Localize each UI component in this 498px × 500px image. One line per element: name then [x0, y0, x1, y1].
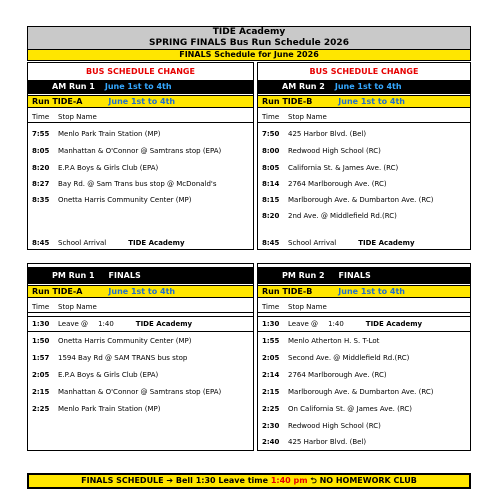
bus-schedule-change-label: BUS SCHEDULE CHANGE: [86, 67, 195, 76]
leave-row: [258, 316, 470, 332]
time-header: Time: [32, 303, 50, 311]
row-stop: Menlo Park Train Station (MP): [58, 405, 161, 413]
leave-label: Leave @: [58, 320, 89, 328]
row-stop: [58, 317, 192, 331]
row-time: 8:35: [32, 196, 50, 204]
row-time: 2:05: [32, 371, 50, 379]
row-stop: [58, 236, 185, 250]
run-label: PM Run 1: [52, 271, 95, 280]
arrival-label: School Arrival: [58, 239, 107, 247]
table-row: [258, 177, 470, 191]
row-time: 7:55: [32, 130, 50, 138]
row-stop: 425 Harbor Blvd. (Bel): [288, 438, 367, 446]
row-stop: 2764 Marlborough Ave. (RC): [288, 180, 387, 188]
pm-run-2-panel: [257, 263, 471, 451]
pm-run-1-bar: [28, 267, 253, 284]
table-row: [258, 161, 470, 175]
table-row: [258, 385, 470, 399]
table-row: [28, 144, 253, 158]
finals-schedule-banner: FINALS Schedule for June 2026: [27, 49, 471, 61]
row-stop: On California St. @ James Ave. (RC): [288, 405, 412, 413]
tide-b-bar: [258, 95, 470, 108]
run-dates: June 1st to 4th: [104, 82, 172, 91]
tide-a-bar: [28, 95, 253, 108]
tide-label: Run TIDE-B: [262, 97, 313, 106]
row-time: 1:50: [32, 337, 50, 345]
tide-dates: June 1st to 4th: [108, 287, 176, 296]
row-stop: Menlo Park Train Station (MP): [58, 130, 161, 138]
table-row: [28, 351, 253, 365]
row-time: 8:05: [32, 147, 50, 155]
run-label: PM Run 2: [282, 271, 325, 280]
table-row: [258, 193, 470, 207]
run-tag: FINALS: [108, 271, 141, 280]
run-dates: June 1st to 4th: [334, 82, 402, 91]
row-stop: Redwood High School (RC): [288, 147, 381, 155]
leave-school: TIDE Academy: [135, 320, 193, 328]
leave-at: 1:40: [328, 320, 344, 328]
row-stop: 425 Harbor Blvd. (Bel): [288, 130, 367, 138]
table-row: [258, 419, 470, 433]
am-run-2-bar: [258, 80, 470, 94]
stop-header: Stop Name: [58, 303, 97, 311]
row-time: 1:57: [32, 354, 50, 362]
school-name: TIDE Academy: [212, 27, 286, 37]
run-label: AM Run 1: [52, 82, 95, 91]
finals-schedule-footer: [27, 473, 471, 489]
stop-header: Stop Name: [58, 113, 97, 121]
column-header: [28, 301, 253, 313]
tide-b-bar: [258, 285, 470, 298]
am-run-2-panel: [257, 62, 471, 250]
tide-dates: June 1st to 4th: [338, 287, 406, 296]
column-header: [258, 111, 470, 123]
table-row: [258, 351, 470, 365]
row-time: 8:27: [32, 180, 50, 188]
footer-leave-time: 1:40 pm: [270, 476, 308, 485]
table-row: [28, 193, 253, 207]
arrival-school: TIDE Academy: [128, 239, 185, 247]
row-time: 2:15: [32, 388, 50, 396]
row-time: 8:45: [262, 239, 280, 247]
row-stop: California St. & James Ave. (RC): [288, 164, 399, 172]
row-time: 2:30: [262, 422, 280, 430]
row-time: 2:15: [262, 388, 280, 396]
leave-row: [28, 316, 253, 332]
row-time: 2:05: [262, 354, 280, 362]
school-arrival-row: [258, 236, 470, 250]
leave-school: TIDE Academy: [365, 320, 423, 328]
leave-at: 1:40: [98, 320, 114, 328]
row-time: 2:40: [262, 438, 280, 446]
time-header: Time: [262, 113, 280, 121]
column-header: [28, 111, 253, 123]
leave-label: Leave @: [288, 320, 319, 328]
table-row: [28, 368, 253, 382]
row-time: 8:15: [262, 196, 280, 204]
row-stop: Manhattan & O'Connor @ Samtrans stop (EPA): [58, 147, 222, 155]
tide-label: Run TIDE-A: [32, 97, 83, 106]
row-time: 2:25: [32, 405, 50, 413]
row-stop: [288, 236, 415, 250]
row-stop: Marlborough Ave. & Dumbarton Ave. (RC): [288, 388, 434, 396]
footer-text-start: FINALS SCHEDULE ➔ Bell 1:30 Leave time: [81, 476, 271, 485]
pm-run-1-panel: [27, 263, 254, 451]
tide-dates: June 1st to 4th: [108, 97, 176, 106]
tide-a-bar: [28, 285, 253, 298]
tide-dates: June 1st to 4th: [338, 97, 406, 106]
row-stop: Manhattan & O'Connor @ Samtrans stop (EPA): [58, 388, 222, 396]
table-row: [258, 402, 470, 416]
arrival-label: School Arrival: [288, 239, 337, 247]
time-header: Time: [32, 113, 50, 121]
row-stop: 2764 Marlborough Ave. (RC): [288, 371, 387, 379]
row-stop: Second Ave. @ Middlefield Rd.(RC): [288, 354, 410, 362]
table-row: [258, 368, 470, 382]
row-time: 8:20: [32, 164, 50, 172]
table-row: [28, 161, 253, 175]
time-header: Time: [262, 303, 280, 311]
table-row: [258, 127, 470, 141]
table-row: [28, 402, 253, 416]
row-stop: 1594 Bay Rd @ SAM TRANS bus stop: [58, 354, 188, 362]
table-row: [258, 435, 470, 449]
row-time: 8:05: [262, 164, 280, 172]
row-stop: 2nd Ave. @ Middlefield Rd.(RC): [288, 212, 397, 220]
row-stop: Onetta Harris Community Center (MP): [58, 337, 192, 345]
stop-header: Stop Name: [288, 113, 327, 121]
bus-schedule-change-label: BUS SCHEDULE CHANGE: [309, 67, 419, 76]
row-stop: Redwood High School (RC): [288, 422, 381, 430]
table-row: [28, 177, 253, 191]
am-run-1-panel: [27, 62, 254, 250]
am-run-1-bar: [28, 80, 253, 94]
row-time: 8:00: [262, 147, 280, 155]
column-header: [258, 301, 470, 313]
table-row: [28, 127, 253, 141]
tide-label: Run TIDE-A: [32, 287, 83, 296]
school-arrival-row: [28, 236, 253, 250]
row-time: 8:20: [262, 212, 280, 220]
arrival-school: TIDE Academy: [358, 239, 415, 247]
table-row: [258, 209, 470, 223]
schedule-title: SPRING FINALS Bus Run Schedule 2026: [149, 38, 349, 48]
row-time: 7:50: [262, 130, 280, 138]
table-row: [258, 144, 470, 158]
row-time: 1:55: [262, 337, 280, 345]
pm-run-2-bar: [258, 267, 470, 284]
row-time: 8:14: [262, 180, 280, 188]
row-stop: Onetta Harris Community Center (MP): [58, 196, 192, 204]
run-tag: FINALS: [338, 271, 371, 280]
row-stop: Bay Rd. @ Sam Trans bus stop @ McDonald's: [58, 180, 217, 188]
row-stop: Marlborough Ave. & Dumbarton Ave. (RC): [288, 196, 434, 204]
run-label: AM Run 2: [282, 82, 325, 91]
tide-label: Run TIDE-B: [262, 287, 313, 296]
footer-text-end: ⮌ NO HOMEWORK CLUB: [307, 476, 417, 485]
row-stop: [288, 317, 422, 331]
table-row: [28, 334, 253, 348]
row-time: 1:30: [32, 320, 50, 328]
row-time: 1:30: [262, 320, 280, 328]
row-time: 8:45: [32, 239, 50, 247]
row-time: 2:25: [262, 405, 280, 413]
table-row: [28, 385, 253, 399]
row-stop: E.P.A Boys & Girls Club (EPA): [58, 371, 159, 379]
stop-header: Stop Name: [288, 303, 327, 311]
table-row: [258, 334, 470, 348]
row-stop: Menlo Atherton H. S. T-Lot: [288, 337, 380, 345]
row-stop: E.P.A Boys & Girls Club (EPA): [58, 164, 159, 172]
row-time: 2:14: [262, 371, 280, 379]
